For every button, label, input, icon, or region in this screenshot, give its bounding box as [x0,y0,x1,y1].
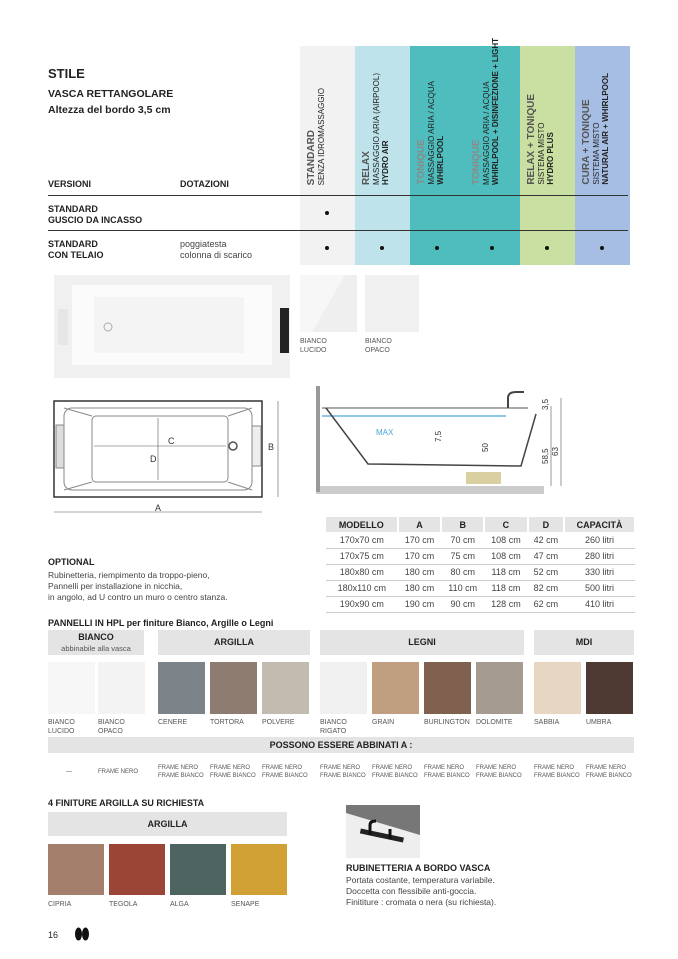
panel-label: TORTORA [210,719,244,726]
table-cell: 180 cm [398,564,442,580]
clay-swatch [170,844,226,895]
table-cell: 260 litri [564,532,635,548]
dim-c: C [168,436,175,446]
category-legni: LEGNI [320,630,524,655]
brand-logo-icon [74,927,90,941]
max-label: MAX [376,428,394,437]
panel-label: BURLINGTON [424,719,470,726]
table-cell: 180 cm [398,580,442,596]
version-1: STANDARD GUSCIO DA INCASSO [48,204,143,225]
table-cell: 190x90 cm [326,596,398,612]
tub-photo [54,275,290,378]
table-cell: 90 cm [441,596,484,612]
clay-label: ALGA [170,901,189,908]
table-row [326,532,635,548]
panel-swatch [424,662,471,714]
table-cell: 62 cm [528,596,564,612]
frame-options: — [66,769,72,775]
table-row [326,596,635,612]
table-cell: 118 cm [484,564,528,580]
panel-swatch [210,662,257,714]
table-cell: 47 cm [528,548,564,564]
table-cell: 410 litri [564,596,635,612]
panel-label: BIANCO LUCIDO [48,719,75,735]
equipment-heading: DOTAZIONI [180,179,229,189]
dim-b: B [268,442,275,452]
frame-options: FRAME NERO FRAME BIANCO [262,765,308,779]
table-cell: 180x80 cm [326,564,398,580]
panel-label: GRAIN [372,719,395,726]
table-cell: 108 cm [484,532,528,548]
availability-dot [380,246,384,250]
table-row [326,580,635,596]
column-header: B [441,517,484,532]
table-cell: 108 cm [484,548,528,564]
clay-label: CIPRIA [48,901,72,908]
panel-swatch [372,662,419,714]
system-column [355,46,410,265]
system-label: CURA + TONIQUE SISTEMA MISTO NATURAL AIR + WHIRLPOOL [581,73,610,185]
table-cell: 75 cm [441,548,484,564]
frame-options: FRAME NERO [98,769,139,775]
category-mdi: MDI [534,630,634,655]
version-2-equipment: poggiatesta colonna di scarico [180,239,253,260]
column-header: C [484,517,528,532]
system-label: TONIQUE MASSAGGIO ARIA / ACQUA WHIRLPOOL + DISINFEZIONE + LIGHT [471,38,500,185]
table-cell: 52 cm [528,564,564,580]
finish-label: BIANCO OPACO [365,338,392,354]
column-header: D [528,517,564,532]
panel-label: BIANCO OPACO [98,719,125,735]
panel-label: DOLOMITE [476,719,513,726]
panel-swatch [320,662,367,714]
availability-dot [545,246,549,250]
panel-swatch [476,662,523,714]
clay-swatch [109,844,165,895]
product-type: VASCA RETTANGOLARE [48,88,174,100]
availability-dot [435,246,439,250]
panel-swatch [262,662,309,714]
dim-a: A [155,503,162,513]
optional-title: OPTIONAL [48,557,95,567]
table-cell: 118 cm [484,580,528,596]
system-label: RELAX + TONIQUE SISTEMA MISTO HYDRO PLUS [526,94,555,185]
system-label: STANDARD SENZA IDROMASSAGGIO [306,87,326,185]
panel-label: POLVERE [262,719,295,726]
column-header: MODELLO [326,517,398,532]
clay-label: SENAPE [231,901,260,908]
dim-d: D [150,454,157,464]
frame-options: FRAME NERO FRAME BIANCO [372,765,418,779]
system-column [520,46,575,265]
swatch-bianco-opaco [365,275,419,332]
availability-dot [600,246,604,250]
version-2: STANDARD CON TELAIO [48,239,104,260]
system-label: TONIQUE MASSAGGIO ARIA / ACQUA WHIRLPOOL [416,81,445,185]
table-cell: 180x110 cm [326,580,398,596]
dim-50: 50 [481,443,490,452]
edge-height: Altezza del bordo 3,5 cm [48,104,171,116]
frame-options: FRAME NERO FRAME BIANCO [586,765,632,779]
panel-swatch [98,662,145,714]
divider [48,230,628,231]
panel-label: BIANCO RIGATO [320,719,347,735]
table-cell: 500 litri [564,580,635,596]
optional-text: Rubinetteria, riempimento da troppo-pieno, Pannelli per installazione in nicchia, in angolo, ad U contro un muro o centro stanza. [48,570,228,602]
availability-dot [325,211,329,215]
system-column [300,46,355,265]
column-header: CAPACITÀ [564,517,635,532]
combinable-bar: POSSONO ESSERE ABBINATI A : [48,737,634,753]
panel-label: SABBIA [534,719,560,726]
system-column [575,46,630,265]
system-column [465,38,520,265]
availability-dot [325,246,329,250]
table-cell: 170x75 cm [326,548,398,564]
table-cell: 82 cm [528,580,564,596]
table-row [326,548,635,564]
table-cell: 170 cm [398,548,442,564]
frame-options: FRAME NERO FRAME BIANCO [320,765,366,779]
clay-label: TEGOLA [109,901,138,908]
faucet-photo [346,805,420,858]
table-cell: 42 cm [528,532,564,548]
frame-options: FRAME NERO FRAME BIANCO [534,765,580,779]
panel-label: CENERE [158,719,188,726]
page-number: 16 [48,930,59,940]
column-header: A [398,517,442,532]
table-cell: 330 litri [564,564,635,580]
panel-label: UMBRA [586,719,612,726]
faucet-text: Portata costante, temperatura variabile. Doccetta con flessibile anti-goccia. Finititure : cromata o nera (su richiesta). [346,875,497,907]
versions-heading: VERSIONI [48,179,92,189]
dim-63: 63 [551,447,560,456]
panel-swatch [534,662,581,714]
availability-dot [490,246,494,250]
system-label: RELAX MASSAGGIO ARIA (AIRPOOL) HYDRO AIR [361,72,390,185]
table-cell: 280 litri [564,548,635,564]
table-cell: 128 cm [484,596,528,612]
dim-35: 3,5 [541,398,550,410]
faucet-title: RUBINETTERIA A BORDO VASCA [346,863,491,873]
clay-title: 4 FINITURE ARGILLA SU RICHIESTA [48,798,205,808]
dim-585: 58,5 [541,448,550,464]
table-row [326,564,635,580]
frame-options: FRAME NERO FRAME BIANCO [476,765,522,779]
dim-75: 7,5 [434,430,443,442]
frame-options: FRAME NERO FRAME BIANCO [424,765,470,779]
top-view-drawing [50,398,280,518]
table-cell: 170 cm [398,532,442,548]
system-column [410,46,465,265]
panels-title: PANNELLI IN HPL per finiture Bianco, Argille o Legni [48,618,274,628]
panel-swatch [158,662,205,714]
clay-header: ARGILLA [48,812,287,836]
table-cell: 170x70 cm [326,532,398,548]
category-bianco: BIANCO abbinabile alla vasca [48,630,144,655]
table-cell: 80 cm [441,564,484,580]
clay-swatch [48,844,104,895]
table-cell: 110 cm [441,580,484,596]
clay-swatch [231,844,287,895]
divider [48,195,628,196]
frame-options: FRAME NERO FRAME BIANCO [158,765,204,779]
page-title: STILE [48,66,85,81]
panel-swatch [586,662,633,714]
section-drawing [316,386,568,496]
category-argilla: ARGILLA [158,630,310,655]
table-cell: 190 cm [398,596,442,612]
swatch-bianco-lucido [300,275,357,332]
panel-swatch [48,662,95,714]
finish-label: BIANCO LUCIDO [300,338,327,354]
dimensions-table [326,517,636,613]
frame-options: FRAME NERO FRAME BIANCO [210,765,256,779]
table-cell: 70 cm [441,532,484,548]
